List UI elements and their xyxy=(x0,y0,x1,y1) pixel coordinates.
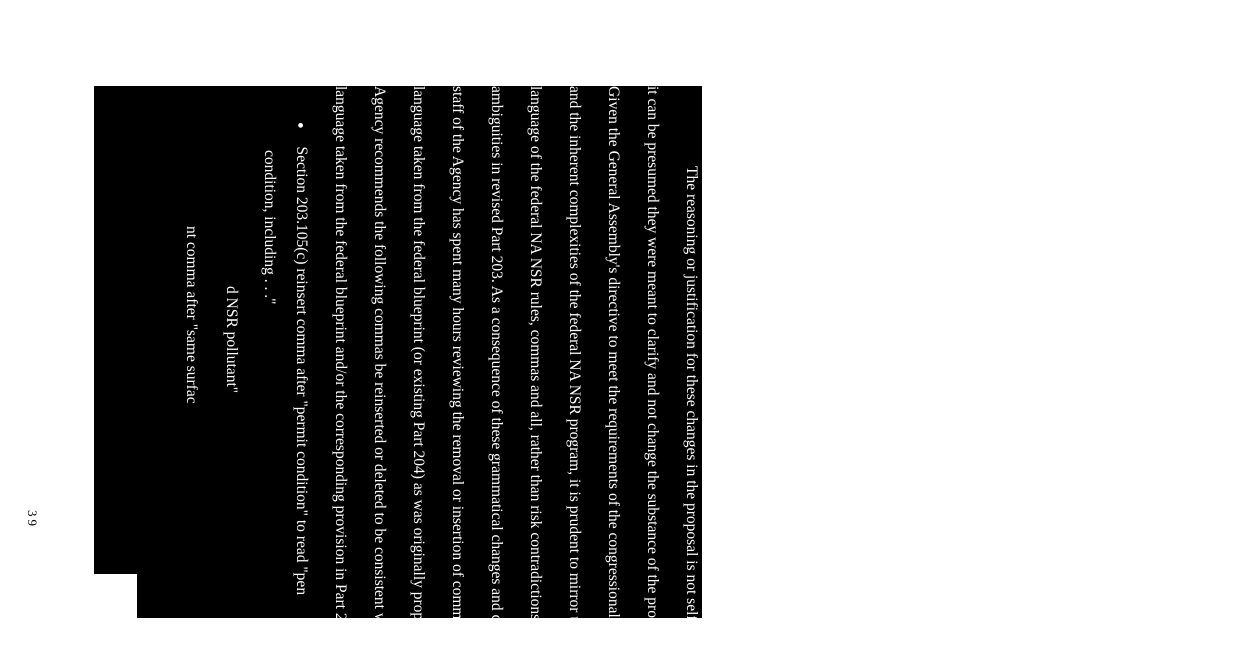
text-fragment: the phrase "or chang xyxy=(991,126,1008,254)
text-line: it can be presumed they were meant to clarify and not change the substance of the prop xyxy=(644,86,661,626)
text-line: language taken from the federal blueprint and/or the corresponding provision in Part 2( xyxy=(332,86,349,626)
text-line: language of the federal NA NSR rules, commas and all, rather than risk contradictions xyxy=(527,86,544,621)
text-fragment: Section 203.170 r xyxy=(721,86,738,196)
bullet-icon: ● xyxy=(1146,100,1159,107)
text-line: staff of the Agency has spent many hours reviewing the removal or insertion of comma xyxy=(449,86,466,627)
bullet-continuation: condition, including . . ." xyxy=(261,150,278,305)
bullet-icon: ● xyxy=(762,100,775,107)
text-line: Agency recommends the following commas be reinserted or deleted to be consistent w xyxy=(371,86,388,625)
text-line: and the inherent complexities of the federal NA NSR program, it is prudent to mirror tl xyxy=(566,86,583,625)
text-fragment: d NSR pollutant" xyxy=(223,286,240,394)
text-line: Given the General Assembly's directive to meet the requirements of the congressional xyxy=(605,86,622,618)
text-line: language taken from the federal blueprint (or existing Part 204) as was originally propc xyxy=(410,86,427,628)
bullet-icon: ● xyxy=(952,100,965,107)
text-fragment: ● Section 203.120(c) xyxy=(951,100,968,237)
bullet-item xyxy=(290,122,312,595)
text-fragment: ● Section 203.150 r xyxy=(1145,100,1162,229)
text-fragment: ● Section 203.150(b) xyxy=(873,100,890,238)
text-fragment: ● Section 203.104(a) xyxy=(761,100,778,237)
main-text-column xyxy=(92,86,702,659)
scanned-page xyxy=(94,86,1240,659)
text-fragment: nt comma after "same surfac xyxy=(183,226,200,404)
bullet-text: Section 203.105(c) reinsert comma after "permit condition" to read "pen xyxy=(293,146,310,596)
bullet-icon: ● xyxy=(294,122,307,129)
text-line: ambiguities in revised Part 203. As a consequence of these grammatical changes and c xyxy=(488,86,505,622)
text-fragment: after "activities" beg xyxy=(1223,126,1240,254)
text-fragment: did not propose to ins xyxy=(1029,126,1046,261)
text-line: The reasoning or justification for these changes in the proposal is not self-evide xyxy=(683,166,700,659)
text-fragment: operation." xyxy=(1109,126,1126,195)
bullet-icon: ● xyxy=(874,100,887,107)
page-number: 39 xyxy=(25,510,40,529)
text-fragment: sic" xyxy=(843,126,860,150)
